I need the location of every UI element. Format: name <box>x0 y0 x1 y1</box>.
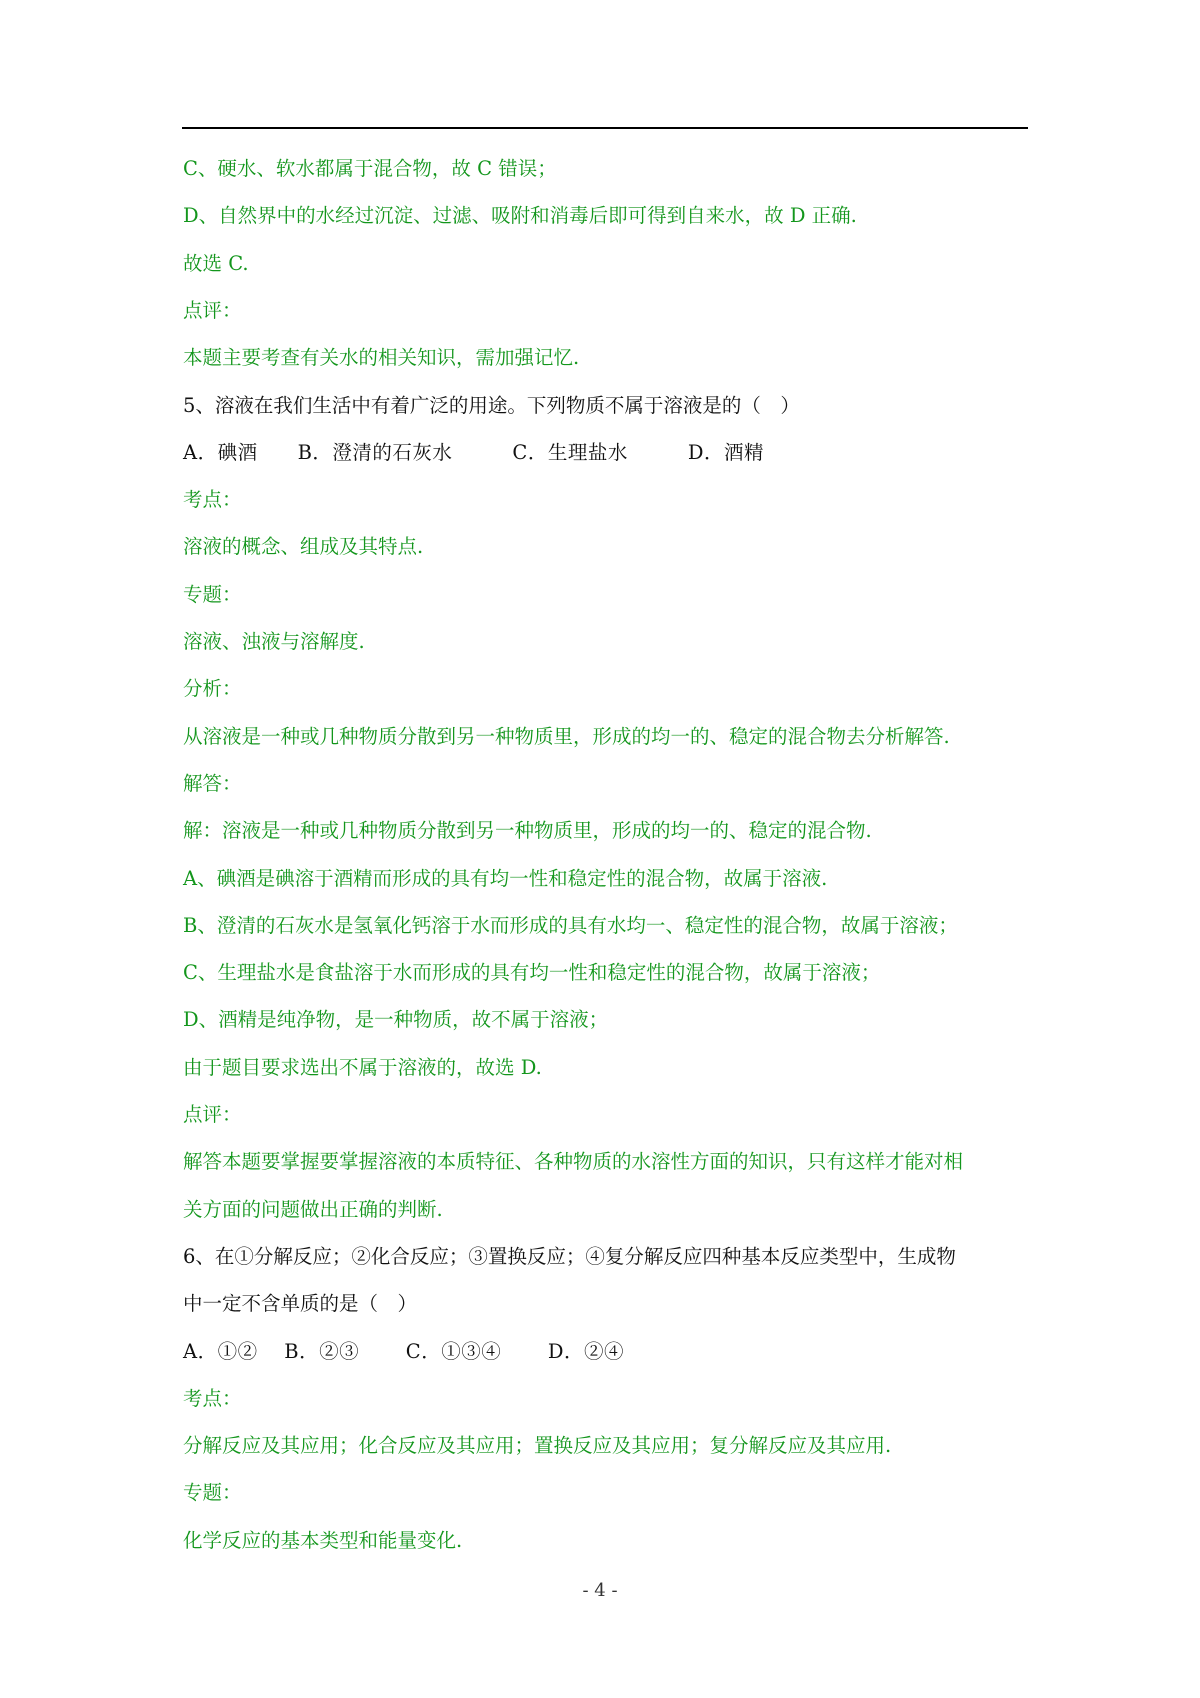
text-line: 关方面的问题做出正确的判断. <box>183 1198 443 1221</box>
text-line: 溶液的概念、组成及其特点. <box>183 535 424 558</box>
text-line: 考点： <box>183 1387 242 1410</box>
text-line: 专题： <box>183 583 242 606</box>
text-line: 分解反应及其应用；化合反应及其应用；置换反应及其应用；复分解反应及其应用. <box>183 1434 892 1457</box>
text-line: 溶液、浊液与溶解度. <box>183 630 365 653</box>
text-line: 中一定不含单质的是（ ） <box>183 1292 418 1315</box>
text-line: 点评： <box>183 299 242 322</box>
text-line: 本题主要考查有关水的相关知识，需加强记忆. <box>183 346 580 369</box>
text-line: C、生理盐水是食盐溶于水而形成的具有均一性和稳定性的混合物，故属于溶液； <box>183 961 881 984</box>
text-line: A．①② B．②③ C．①③④ D．②④ <box>183 1340 625 1363</box>
text-line: C、硬水、软水都属于混合物，故 C 错误； <box>183 157 557 180</box>
text-line: A．碘酒 B．澄清的石灰水 C．生理盐水 D．酒精 <box>183 441 764 464</box>
text-line: 专题： <box>183 1481 242 1504</box>
text-line: 从溶液是一种或几种物质分散到另一种物质里，形成的均一的、稳定的混合物去分析解答. <box>183 725 950 748</box>
text-line: 化学反应的基本类型和能量变化. <box>183 1529 463 1552</box>
text-line: 分析： <box>183 677 242 700</box>
text-line: 点评： <box>183 1103 242 1126</box>
text-line: 故选 C. <box>183 252 249 275</box>
text-line: 6、在①分解反应；②化合反应；③置换反应；④复分解反应四种基本反应类型中，生成物 <box>183 1245 956 1268</box>
text-line: A、碘酒是碘溶于酒精而形成的具有均一性和稳定性的混合物，故属于溶液. <box>183 867 828 890</box>
header-rule <box>182 127 1028 129</box>
text-line: B、澄清的石灰水是氢氧化钙溶于水而形成的具有水均一、稳定性的混合物，故属于溶液； <box>183 914 958 937</box>
text-line: 考点： <box>183 488 242 511</box>
text-line: D、自然界中的水经过沉淀、过滤、吸附和消毒后即可得到自来水，故 D 正确. <box>183 204 857 227</box>
page-number: - 4 - <box>582 1580 618 1601</box>
text-line: D、酒精是纯净物，是一种物质，故不属于溶液； <box>183 1008 609 1031</box>
text-line: 解：溶液是一种或几种物质分散到另一种物质里，形成的均一的、稳定的混合物. <box>183 819 872 842</box>
text-line: 由于题目要求选出不属于溶液的，故选 D. <box>183 1056 542 1079</box>
text-line: 解答本题要掌握要掌握溶液的本质特征、各种物质的水溶性方面的知识，只有这样才能对相 <box>183 1150 964 1173</box>
text-line: 解答： <box>183 772 242 795</box>
text-line: 5、溶液在我们生活中有着广泛的用途。下列物质不属于溶液是的（ ） <box>183 394 800 417</box>
